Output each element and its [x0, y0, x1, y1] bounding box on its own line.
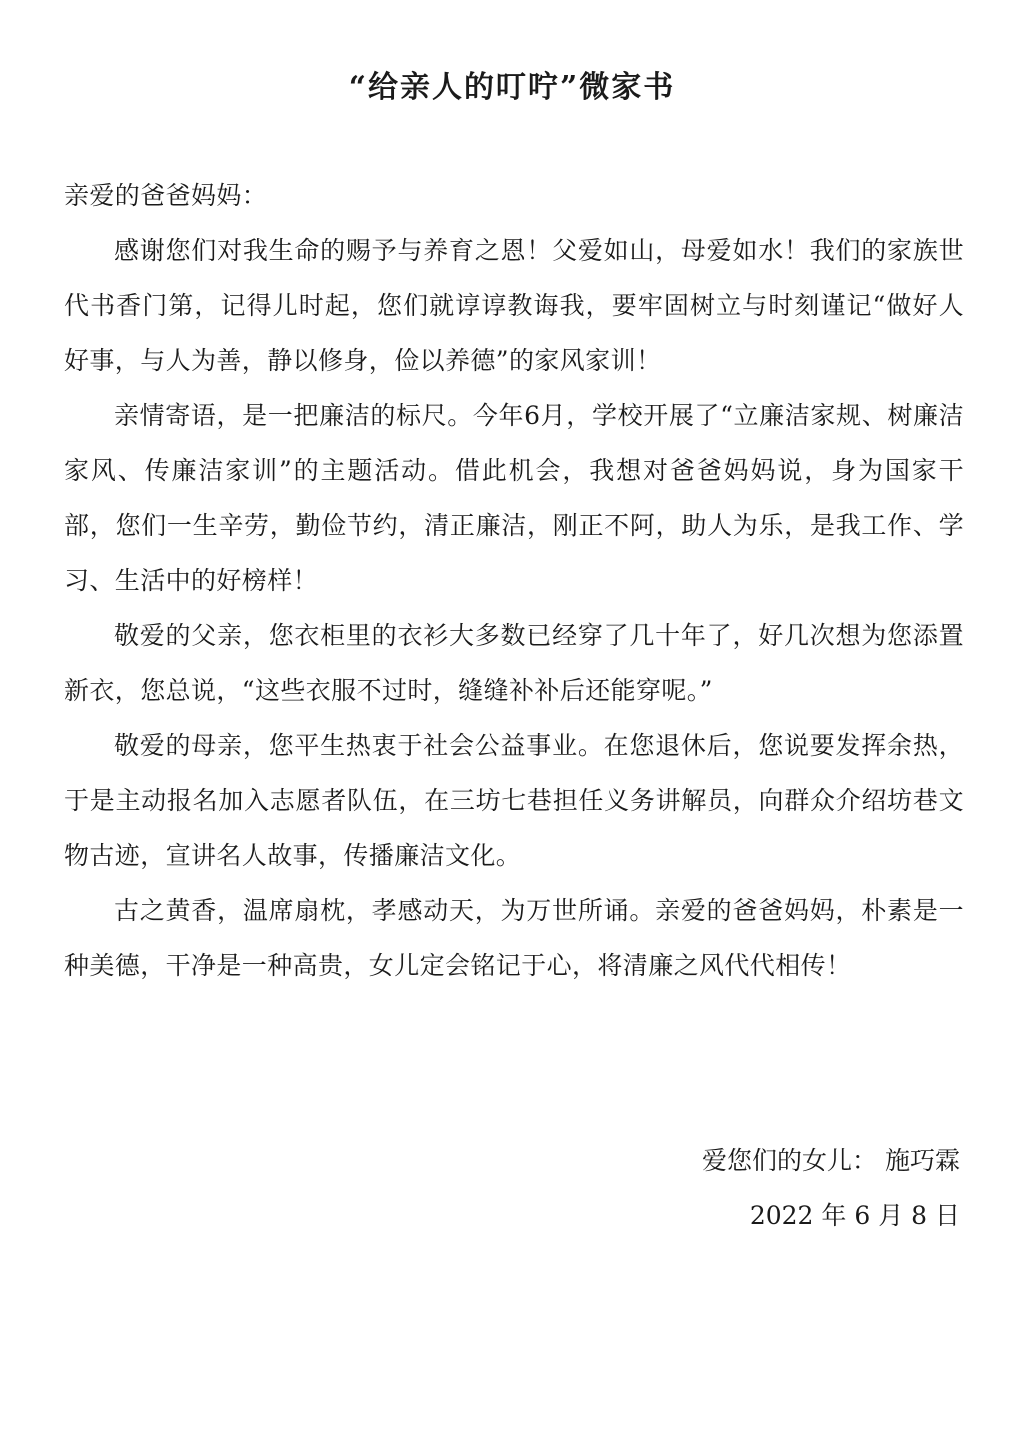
letter-body [64, 168, 964, 993]
paragraph-closing: 古之黄香，温席扇枕，孝感动天，为万世所诵。亲爱的爸爸妈妈，朴素是一种美德，干净是一种高贵，女儿定会铭记于心，将清廉之风代代相传！ [64, 896, 964, 980]
paragraph-gratitude: 感谢您们对我生命的赐予与养育之恩！父爱如山，母爱如水！我们的家族世代书香门第，记得儿时起，您们就谆谆教诲我，要牢固树立与时刻谨记“做好人好事，与人为善，静以修身，俭以养德”的家风家训！ [64, 236, 964, 375]
signature: 爱您们的女儿： 施巧霖 [702, 1146, 960, 1175]
salutation: 亲爱的爸爸妈妈： [64, 181, 268, 210]
paragraph-integrity: 亲情寄语，是一把廉洁的标尺。今年6月，学校开展了“立廉洁家规、树廉洁家风、传廉洁家训”的主题活动。借此机会，我想对爸爸妈妈说，身为国家干部，您们一生辛劳，勤俭节约，清正廉洁，刚正不阿，助人为乐，是我工作、学习、生活中的好榜样！ [64, 401, 964, 595]
page-title: “给亲人的叮咛”微家书 [348, 70, 676, 105]
paragraph-mother: 敬爱的母亲，您平生热衷于社会公益事业。在您退休后，您说要发挥余热，于是主动报名加入志愿者队伍，在三坊七巷担任义务讲解员，向群众介绍坊巷文物古迹，宣讲名人故事，传播廉洁文化。 [64, 731, 964, 870]
letter-date: 2022 年 6 月 8 日 [749, 1201, 960, 1230]
paragraph-father: 敬爱的父亲，您衣柜里的衣衫大多数已经穿了几十年了，好几次想为您添置新衣，您总说，“这些衣服不过时，缝缝补补后还能穿呢。” [64, 621, 964, 705]
